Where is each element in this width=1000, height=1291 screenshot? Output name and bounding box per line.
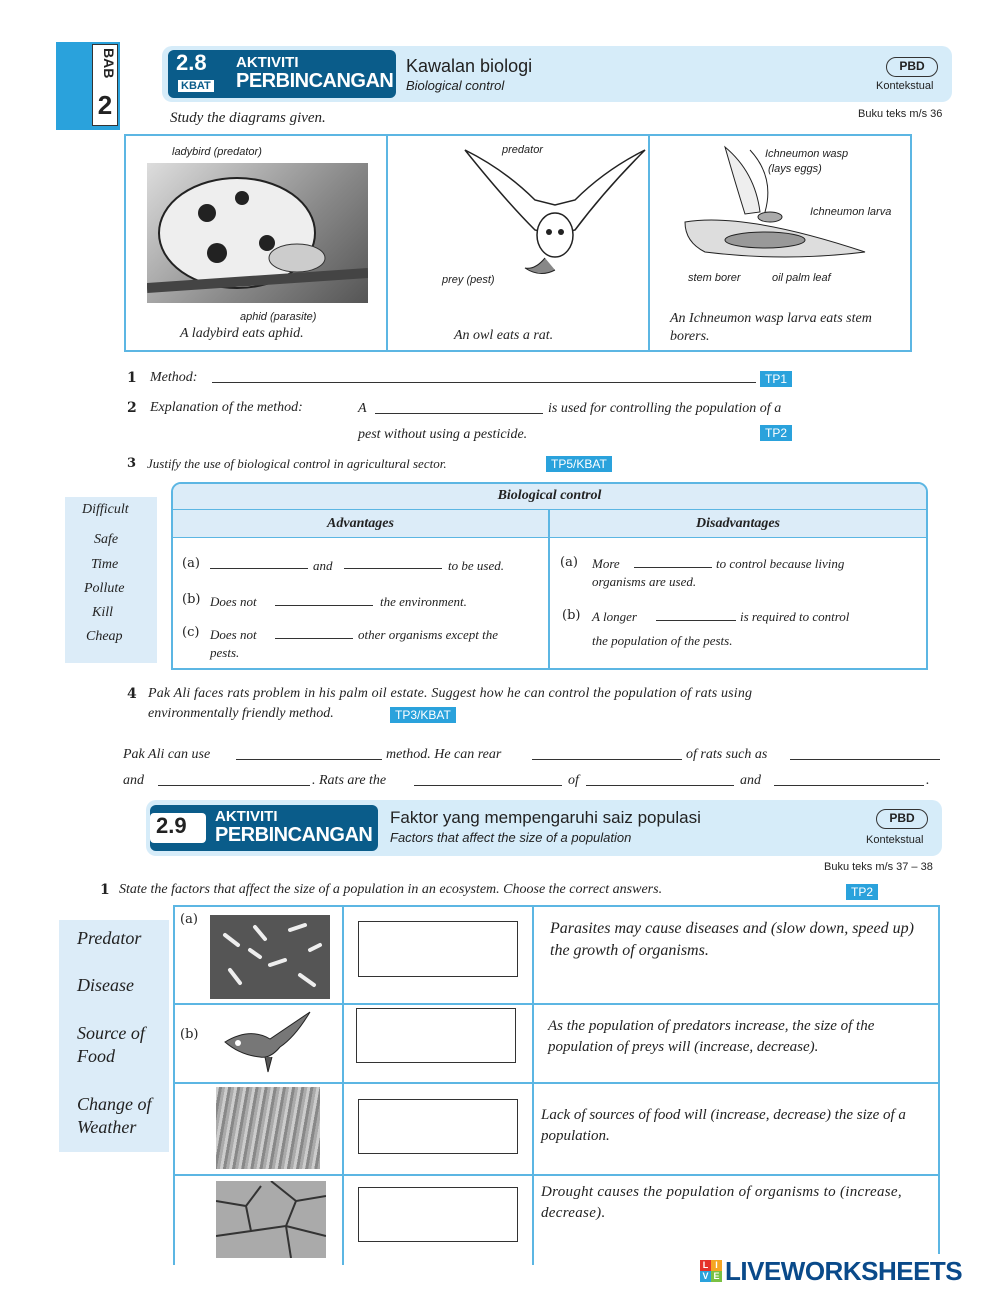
word-bank-item[interactable]: Cheap: [86, 629, 123, 644]
tp-badge: TP2: [846, 884, 878, 900]
row-divider: [173, 1082, 940, 1084]
answer-input-7[interactable]: [774, 770, 924, 786]
row-divider: [173, 1003, 940, 1005]
section-29-title-ms: Faktor yang mempengaruhi saiz populasi: [390, 808, 701, 827]
adv-a-end: to be used.: [448, 558, 504, 573]
chapter-bab: BAB: [101, 48, 117, 79]
ladybird-image: [147, 163, 368, 303]
diagram-label: prey (pest): [442, 274, 495, 286]
textbook-ref-29: Buku teks m/s 37 – 38: [824, 861, 933, 873]
row-b-text: As the population of predators increase, the size of the population of preys will (increase, decrease).: [548, 1018, 875, 1055]
row-c-answer-box[interactable]: [358, 1099, 518, 1154]
answer-w5: . Rats are the: [312, 773, 387, 788]
tp-badge: TP5/KBAT: [546, 456, 612, 472]
dis-a-end: to control because living: [716, 556, 845, 571]
adv-c-end2: pests.: [210, 645, 240, 660]
q2-text1: is used for controlling the population of a: [548, 401, 782, 416]
diagram-label: predator: [502, 144, 543, 156]
diagram-label: stem borer: [688, 272, 741, 284]
row-d-answer-box[interactable]: [358, 1187, 518, 1242]
col-divider: [532, 905, 534, 1265]
diagram-label: oil palm leaf: [772, 272, 831, 284]
diagram-caption: An owl eats a rat.: [454, 328, 554, 343]
word-bank-item[interactable]: Pollute: [84, 581, 125, 596]
table-title: Biological control: [497, 488, 602, 503]
diagram-label: aphid (parasite): [240, 311, 317, 323]
bacteria-icon: [210, 915, 330, 999]
hawk-icon: [220, 1007, 320, 1077]
answer-w4: and: [123, 773, 144, 788]
dis-a-end2: organisms are used.: [592, 574, 697, 589]
answer-w3: of rats such as: [686, 747, 768, 762]
section-28-kbat: KBAT: [178, 80, 214, 92]
option-disease[interactable]: Disease: [77, 975, 134, 995]
tp-badge: TP1: [760, 371, 792, 387]
row-divider: [173, 1174, 940, 1176]
row-a-label: (a): [180, 912, 198, 927]
chapter-number: 2: [97, 90, 113, 120]
section-28-title-ms: Kawalan biologi: [406, 56, 533, 76]
q2-text2: pest without using a pesticide.: [358, 427, 528, 442]
tp-badge: TP3/KBAT: [390, 707, 456, 723]
answer-w7: and: [740, 773, 761, 788]
diagram-label: Ichneumon wasp: [765, 148, 849, 160]
adv-c-input[interactable]: [275, 623, 353, 639]
dis-a-input[interactable]: [634, 552, 712, 568]
dis-b-end2: the population of the pests.: [592, 633, 733, 648]
adv-c-end: other organisms except the: [358, 627, 498, 642]
answer-input-4[interactable]: [158, 770, 310, 786]
divider: [386, 134, 388, 352]
section-28-pbd: PBD: [886, 57, 938, 77]
diagram-caption: An Ichneumon wasp larva eats stem borers.: [670, 311, 872, 344]
col-divider: [342, 905, 344, 1265]
answer-input-5[interactable]: [414, 770, 562, 786]
cracked-earth-icon: [216, 1181, 326, 1258]
q4-text1: Pak Ali faces rats problem in his palm oil estate. Suggest how he can control the population of rats using: [148, 686, 753, 701]
section-29-title-en: Factors that affect the size of a population: [390, 830, 632, 845]
q3-number: 3: [127, 456, 137, 471]
q3-text: Justify the use of biological control in agricultural sector.: [147, 456, 447, 471]
q2-label: Explanation of the method:: [150, 400, 303, 415]
q1-number: 1: [127, 370, 137, 386]
section-29-perbincangan: PERBINCANGAN: [215, 824, 373, 846]
crops-image: [216, 1087, 320, 1169]
section-29-kontekstual: Kontekstual: [866, 834, 924, 846]
section-29-number-text: 2.9: [156, 813, 187, 838]
wasp-icon: [665, 142, 885, 272]
row-b-label: (b): [180, 1027, 199, 1042]
dis-b-start: A longer: [592, 609, 637, 624]
s29-q1-text: State the factors that affect the size of a population in an ecosystem. Choose the correct answers.: [119, 882, 663, 897]
brand-name: LIVEWORKSHEETS: [725, 1256, 963, 1286]
section-29-aktiviti: AKTIVITI: [215, 808, 278, 825]
bacteria-image: [210, 915, 330, 999]
q2-answer-input[interactable]: [375, 398, 543, 414]
adv-b-start: Does not: [210, 594, 257, 609]
answer-w6: of: [568, 773, 579, 788]
table-divider: [548, 510, 550, 668]
answer-input-2[interactable]: [532, 744, 682, 760]
answer-w2: method. He can rear: [386, 747, 502, 762]
adv-a-mid: and: [313, 558, 333, 573]
adv-b-end: the environment.: [380, 594, 467, 609]
dis-a-label: (a): [560, 555, 578, 570]
option-source-of-food[interactable]: Source of Food: [77, 1023, 145, 1066]
dis-b-input[interactable]: [656, 605, 736, 621]
adv-c-label: (c): [182, 625, 200, 640]
row-d-text: Drought causes the population of organisms to (increase, decrease).: [541, 1184, 902, 1221]
q1-text: Method:: [150, 370, 198, 385]
adv-a-label: (a): [182, 556, 200, 571]
diagram-label: (lays eggs): [768, 163, 822, 175]
dis-a-start: More: [592, 556, 620, 571]
textbook-ref-28: Buku teks m/s 36: [858, 108, 943, 120]
row-a-text: Parasites may cause diseases and (slow down, speed up) the growth of organisms.: [550, 920, 914, 959]
q1-answer-input[interactable]: [212, 368, 756, 383]
q4-text2: environmentally friendly method.: [148, 706, 334, 721]
adv-b-input[interactable]: [275, 590, 373, 606]
tp-badge: TP2: [760, 425, 792, 441]
diagram-caption: A ladybird eats aphid.: [180, 326, 304, 341]
q2-a: A: [358, 401, 367, 416]
brand-icon: L I V E: [700, 1260, 722, 1282]
dis-header: Disadvantages: [696, 516, 780, 531]
adv-b-label: (b): [182, 592, 201, 607]
word-bank-item[interactable]: Safe: [94, 532, 119, 547]
answer-input-3[interactable]: [790, 744, 940, 760]
diagram-label: Ichneumon larva: [810, 206, 892, 218]
ladybird-icon: [147, 163, 368, 303]
section-29-pbd: PBD: [876, 809, 928, 829]
option-predator[interactable]: Predator: [77, 928, 142, 948]
owl-icon: [455, 140, 655, 290]
diagram-label: ladybird (predator): [172, 146, 262, 158]
s29-q1-number: 1: [100, 882, 110, 898]
section-28-number: 2.8: [176, 50, 207, 75]
section-28-title-en: Biological control: [406, 78, 505, 93]
drought-image: [216, 1181, 326, 1258]
adv-c-start: Does not: [210, 627, 257, 642]
adv-header: Advantages: [327, 516, 394, 531]
answer-w8: .: [926, 773, 930, 788]
row-a-answer-box[interactable]: [358, 921, 518, 977]
q2-number: 2: [127, 400, 137, 416]
answer-input-6[interactable]: [586, 770, 734, 786]
section-28-kontekstual: Kontekstual: [876, 80, 934, 92]
section-28-aktiviti: AKTIVITI: [236, 54, 299, 71]
dis-b-end: is required to control: [740, 609, 850, 624]
word-bank-item[interactable]: Difficult: [82, 502, 129, 517]
answer-input-1[interactable]: [236, 744, 382, 760]
word-bank-item[interactable]: Time: [91, 557, 119, 572]
option-change-of-weather[interactable]: Change of Weather: [77, 1094, 152, 1137]
instruction: Study the diagrams given.: [170, 110, 326, 126]
q4-number: 4: [127, 686, 137, 702]
answer-w1: Pak Ali can use: [123, 747, 211, 762]
word-bank-item[interactable]: Kill: [92, 605, 114, 620]
dis-b-label: (b): [562, 608, 581, 623]
adv-a-input-2[interactable]: [344, 553, 442, 569]
adv-a-input-1[interactable]: [210, 553, 308, 569]
row-b-answer-box[interactable]: [356, 1008, 516, 1063]
row-c-text: Lack of sources of food will (increase, decrease) the size of a population.: [541, 1107, 906, 1144]
section-28-perbincangan: PERBINCANGAN: [236, 70, 394, 92]
